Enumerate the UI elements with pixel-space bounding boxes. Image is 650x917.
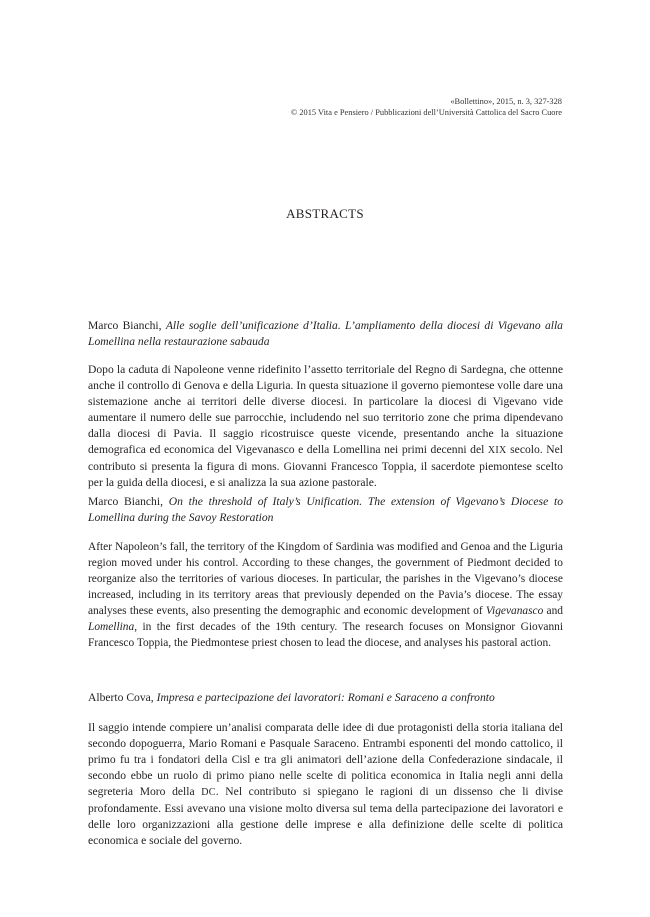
abstract-2-text-end: , in the first decades of the 19th century. The research focuses on Monsignor Giovanni Francesco Toppia, the Piedmontese priest chosen to lead the diocese, and analyses his pastoral action.: [88, 621, 563, 649]
century-label: XIX: [487, 445, 507, 456]
author-name: Marco Bianchi,: [88, 319, 162, 332]
place-name: Vigevanasco: [485, 605, 544, 617]
abstract-2-text: After Napoleon’s fall, the territory of the Kingdom of Sardinia was modified and Genoa and the Liguria region moved under his control. According to these changes, the government of Piedmont decided to reorganize also the territories of various dioceses. In particular, the parishes in the Vigevano’s diocese increased, including in its territory areas that previously depended on the Pavia’s diocese. The essay analyses these events, also presenting the demographic and economic development of: [88, 541, 563, 617]
abstract-2-heading: [88, 494, 563, 526]
work-title: On the threshold of Italy’s Unification. The extension of Vigevano’s Diocese to Lomellina during the Savoy Restoration: [88, 495, 563, 524]
abstract-3-text-end: . Nel contributo si spiegano le ragioni di un dissenso che li divise profondamente. Essi avevano una visione molto diversa sul tema della partecipazione dei lavoratori e delle loro organizzazioni alla gestione delle imprese e alla definizione delle scelte di politica economica e sociale del governo.: [88, 785, 563, 847]
work-title: Impresa e partecipazione dei lavoratori: Romani e Saraceno a confronto: [156, 691, 495, 704]
abstract-2-body: [88, 539, 563, 651]
page-title: ABSTRACTS: [286, 206, 364, 221]
abstract-1-heading: [88, 318, 563, 350]
journal-citation: «Bollettino», 2015, n. 3, 327-328: [450, 97, 562, 106]
place-name: Lomellina: [88, 621, 135, 633]
conjunction: and: [546, 605, 563, 617]
author-name: Marco Bianchi,: [88, 495, 163, 508]
abstract-1-text-end: secolo. Nel contributo si presenta la figura di mons. Giovanni Francesco Toppia, il sacerdote piemontese scelto per la guida della diocesi, e si analizza la sua azione pastorale.: [88, 443, 563, 489]
party-label: DC: [201, 787, 216, 798]
work-title: Alle soglie dell’unificazione d’Italia. L’ampliamento della diocesi di Vigevano alla Lomellina nella restaurazione sabauda: [88, 319, 563, 348]
author-name: Alberto Cova,: [88, 691, 154, 704]
abstract-3-text: Il saggio intende compiere un’analisi comparata delle idee di due protagonisti della storia italiana del secondo dopoguerra, Mario Romani e Pasquale Saraceno. Entrambi esponenti del mondo cattolico, il primo fu tra i fondatori della Cisl e tra gli animatori dell’azione della Confederazione sindacale, il secondo ebbe un ruolo di primo piano nelle scelte di politica economica in Italia negli anni della segreteria Moro della: [88, 721, 563, 798]
copyright-line: © 2015 Vita e Pensiero / Pubblicazioni dell’Università Cattolica del Sacro Cuore: [290, 108, 562, 117]
abstract-1-text: Dopo la caduta di Napoleone venne ridefinito l’assetto territoriale del Regno di Sardegna, che ottenne anche il controllo di Genova e della Liguria. In questa situazione il governo piemontese volle dare una sistemazione anche ai territori delle diverse diocesi. In particolare la diocesi di Vigevano vide aumentare il numero delle sue parrocchie, includendo nel suo territorio zone che prima dipendevano dalla diocesi di Pavia. Il saggio ricostruisce queste vicende, presentando anche la situazione demografica ed economica del Vigevanasco e della Lomellina nei primi decenni del: [88, 363, 563, 456]
abstract-1-body: [88, 362, 563, 491]
abstract-3-body: [88, 720, 563, 849]
abstract-3-heading: [88, 690, 563, 706]
page-header: [291, 96, 562, 118]
